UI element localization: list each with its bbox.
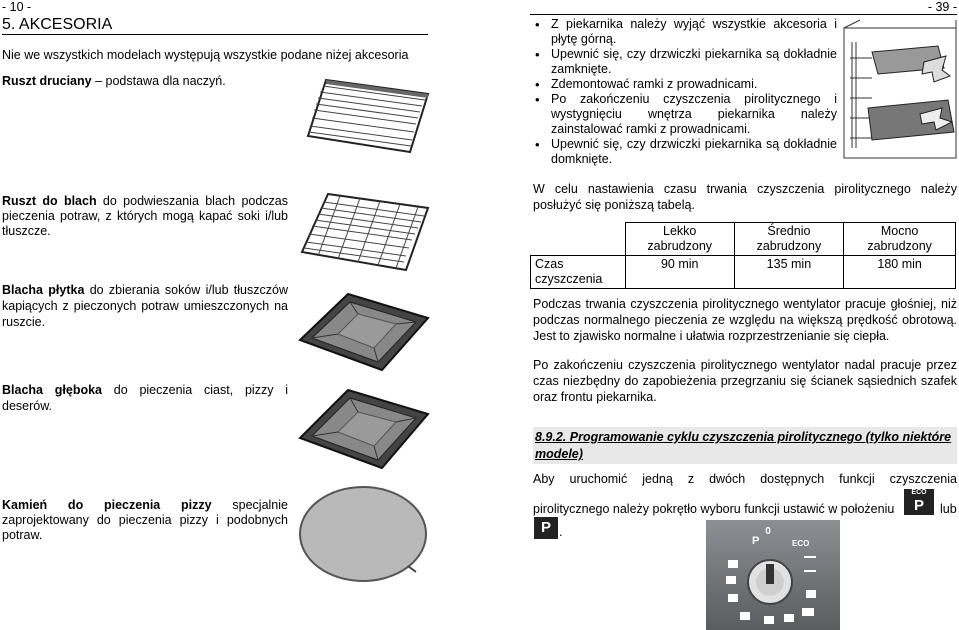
time-intro: W celu nastawienia czasu trwania czyszczenia pirolitycznego należy posłużyć się poniższą tabelą. <box>533 182 957 212</box>
item-name: Kamień do pieczenia pizzy <box>2 498 212 512</box>
item-tray-rack <box>2 194 288 239</box>
item-deep-tray <box>2 382 288 414</box>
programming-line-2: pirolitycznego należy pokrętło wyboru funkcji ustawić w położeniu <box>533 502 895 516</box>
shallow-tray-image <box>298 290 430 374</box>
item-desc: do zbierania soków i/lub tłuszczów kapiących z pieczonych potraw umieszczonych na ruszcie. <box>2 283 288 329</box>
bullet-item: • Upewnić się, czy drzwiczki piekarnika są dokładnie domknięte. <box>533 137 837 167</box>
pizza-stone-image <box>298 484 428 584</box>
deep-tray-image <box>298 386 430 472</box>
programming-or: lub <box>940 502 957 516</box>
bullet-item: • Zdemontować ramki z prowadnicami. <box>533 77 837 92</box>
programming-end: . <box>559 525 563 539</box>
item-desc: do pieczenia ciast, pizzy i deserów. <box>2 383 288 413</box>
subsection-title: 8.9.2. Programowanie cyklu czyszczenia pirolitycznego (tylko niektóre modele) <box>533 427 957 464</box>
eco-pyrolysis-icon <box>904 489 934 515</box>
bullet-item: • Z piekarnika należy wyjąć wszystkie akcesoria i płytę górną. <box>533 17 837 47</box>
table-header: Mocno zabrudzony <box>844 223 956 256</box>
item-pizza-stone <box>2 498 288 543</box>
item-desc: specjalnie zaprojektowany do pieczenia pizzy i podobnych potraw. <box>2 498 288 542</box>
icon-eco-label: ECO <box>911 489 927 496</box>
item-wire-rack <box>2 74 292 89</box>
function-knob-image <box>706 520 840 630</box>
preparation-bullet-list <box>533 17 837 167</box>
pyrolysis-icon <box>534 517 558 539</box>
knob-label-p: P <box>752 535 760 547</box>
programming-line-1: Aby uruchomić jedną z dwóch dostępnych funkcji czyszczenia <box>533 472 957 486</box>
section-title: 5. AKCESORIA <box>2 16 113 33</box>
tray-rack-image <box>300 190 430 274</box>
item-desc: – podstawa dla naczyń. <box>91 74 226 88</box>
right-page-number: - 39 - <box>927 0 957 14</box>
table-header: Lekko zabrudzony <box>625 223 734 256</box>
right-header-rule <box>530 14 957 15</box>
table-row-label: Czas czyszczenia <box>531 256 626 289</box>
item-name: Ruszt do blach <box>2 194 97 208</box>
bullet-item: • Po zakończeniu czyszczenia pirolitycznego i wystygnięciu wnętrza piekarnika należy zainstalować ramki z prowadnicami. <box>533 92 837 137</box>
icon-p-label: P <box>540 519 551 536</box>
table-cell: 135 min <box>734 256 844 289</box>
item-name: Ruszt druciany <box>2 74 92 88</box>
cleaning-time-table <box>530 222 956 289</box>
item-name: Blacha głęboka <box>2 383 102 397</box>
table-header: Średnio zabrudzony <box>734 223 844 256</box>
knob-label-eco: ECO <box>792 539 810 548</box>
accessories-intro: Nie we wszystkich modelach występują wszystkie podane niżej akcesoria <box>2 48 409 62</box>
left-page-number: - 10 - <box>2 0 32 14</box>
item-name: Blacha płytka <box>2 283 85 297</box>
fan-note-1: Podczas trwania czyszczenia pirolitycznego wentylator pracuje głośniej, niż podczas normalnego pieczenia ze względu na większą prędkość obrotową. Jest to zjawisko normalne i ułatwia rozprzestrzenianie się ciepła. <box>533 297 957 343</box>
left-header-rule <box>2 34 428 35</box>
icon-p-label: P <box>913 497 924 514</box>
fan-note-2: Po zakończeniu czyszczenia pirolitycznego wentylator nadal pracuje przez czas niezbędny do zapobieżenia przegrzaniu się ścianek sąsiednich szafek oraz frontu piekarnika. <box>533 358 957 404</box>
bullet-item: • Upewnić się, czy drzwiczki piekarnika są dokładnie zamknięte. <box>533 47 837 77</box>
wire-rack-image <box>306 72 430 156</box>
item-shallow-tray <box>2 282 288 330</box>
item-desc: do podwieszania blach podczas pieczenia potraw, z których mogą kapać soki i/lub tłuszcze. <box>2 194 288 238</box>
oven-guides-image <box>842 18 958 164</box>
table-cell: 90 min <box>625 256 734 289</box>
svg-text:0: 0 <box>765 526 771 537</box>
table-cell: 180 min <box>844 256 956 289</box>
